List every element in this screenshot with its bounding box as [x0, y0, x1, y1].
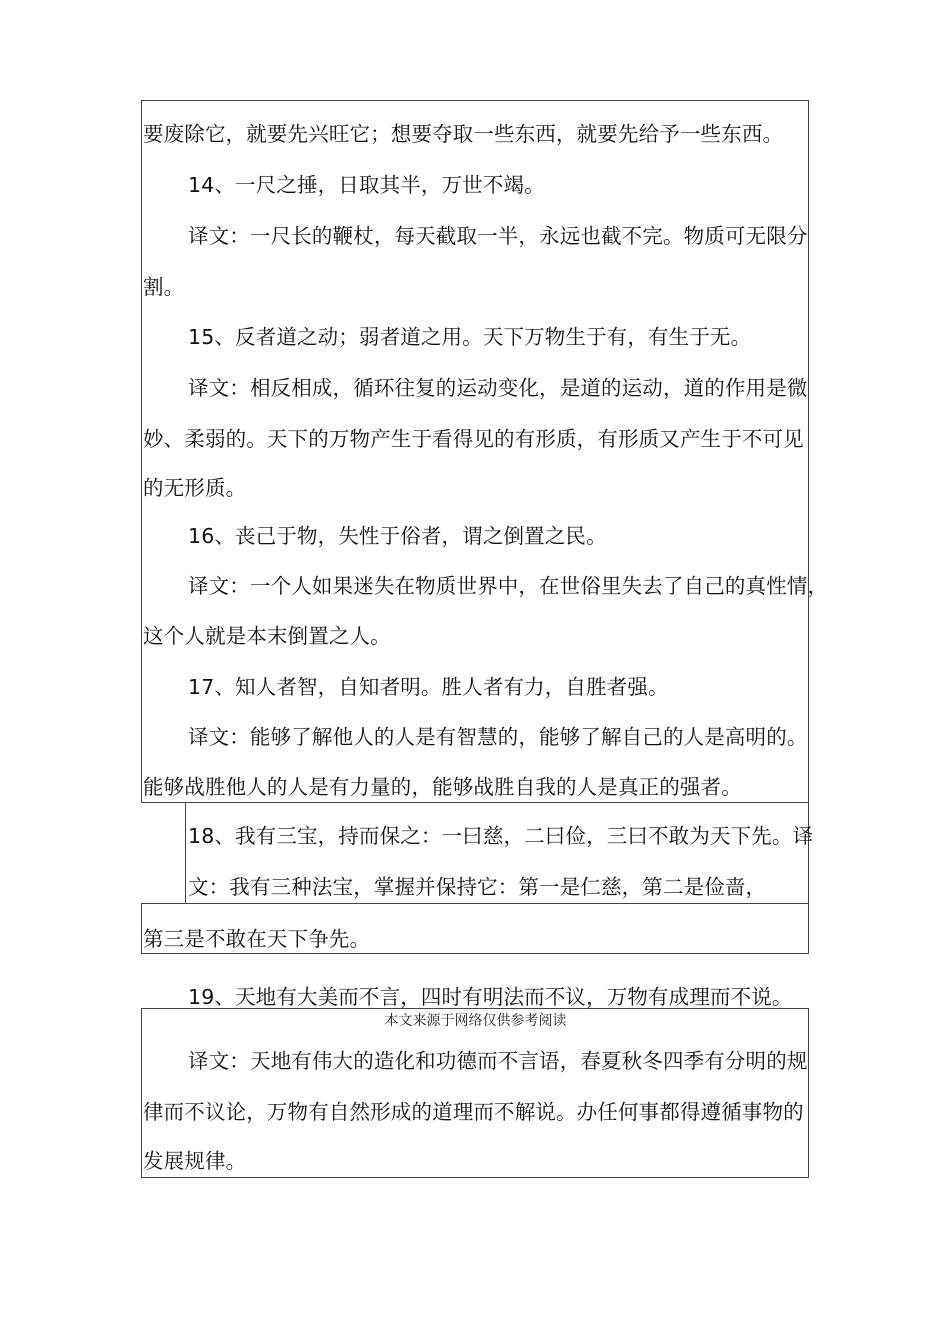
item-17-translation-line-1: 译文：能够了解他人的人是有智慧的，能够了解自己的人是高明的。: [188, 725, 808, 749]
item-15-translation-line-3: 的无形质。: [143, 476, 247, 500]
item-14-translation-line-2: 割。: [143, 275, 185, 299]
item-19-translation-line-3: 发展规律。: [143, 1149, 247, 1173]
item-14-heading: 14、一尺之捶，日取其半，万世不竭。: [188, 173, 545, 197]
item-18-heading: 18、我有三宝，持而保之：一曰慈，二曰俭，三曰不敢为天下先。译: [188, 824, 814, 848]
item-17-heading: 17、知人者智，自知者明。胜人者有力，自胜者强。: [188, 675, 669, 699]
source-note: 本文来源于网络仅供参考阅读: [384, 1013, 567, 1029]
item-16-heading: 16、丧己于物，失性于俗者，谓之倒置之民。: [188, 524, 607, 548]
item-19-heading: 19、天地有大美而不言，四时有明法而不议，万物有成理而不说。: [188, 985, 793, 1009]
text-line-1: 要废除它，就要先兴旺它；想要夺取一些东西，就要先给予一些东西。: [143, 122, 784, 146]
item-19-translation-line-1: 译文：天地有伟大的造化和功德而不言语，春夏秋冬四季有分明的规: [188, 1049, 808, 1073]
item-18-translation-line-2: 第三是不敢在天下争先。: [143, 927, 371, 951]
item-15-translation-line-1: 译文：相反相成，循环往复的运动变化，是道的运动，道的作用是微: [188, 376, 808, 400]
item-18-translation-line-1: 文：我有三种法宝，掌握并保持它：第一是仁慈，第二是俭啬，: [188, 875, 767, 899]
item-14-translation-line-1: 译文：一尺长的鞭杖，每天截取一半，永远也截不完。物质可无限分: [188, 224, 808, 248]
item-17-translation-line-2: 能够战胜他人的人是有力量的，能够战胜自我的人是真正的强者。: [143, 775, 742, 799]
item-19-translation-line-2: 律而不议论，万物有自然形成的道理而不解说。办任何事都得遵循事物的: [143, 1100, 804, 1124]
item-15-translation-line-2: 妙、柔弱的。天下的万物产生于看得见的有形质，有形质又产生于不可见: [143, 427, 804, 451]
item-15-heading: 15、反者道之动；弱者道之用。天下万物生于有，有生于无。: [188, 325, 752, 349]
item-16-translation-line-1: 译文：一个人如果迷失在物质世界中，在世俗里失去了自己的真性情，: [188, 574, 829, 598]
item-16-translation-line-2: 这个人就是本末倒置之人。: [143, 624, 391, 648]
